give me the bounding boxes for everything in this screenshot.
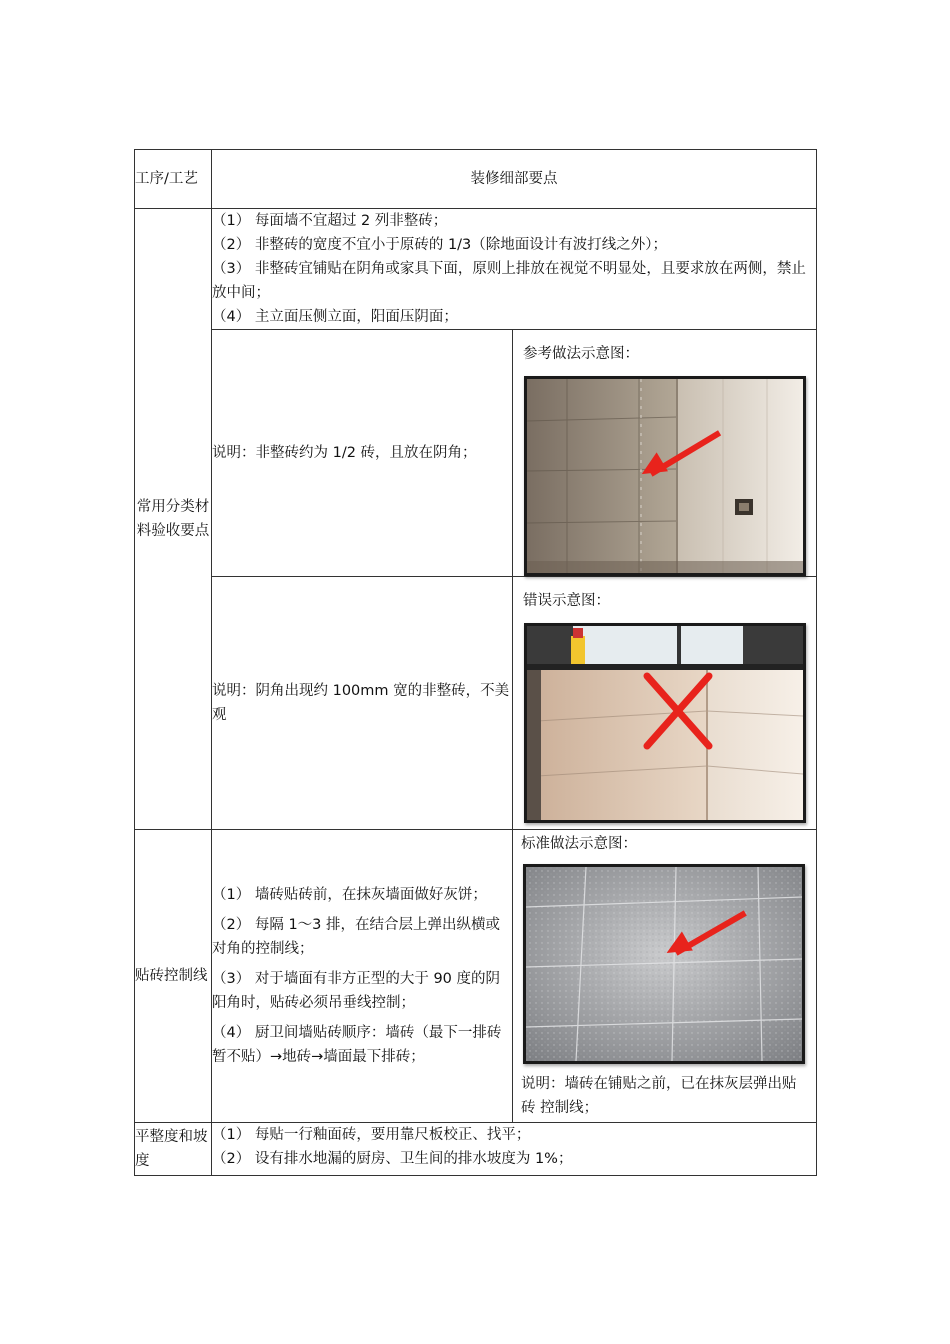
header-row <box>135 150 817 209</box>
correct-image-cell <box>513 330 817 577</box>
section3-rules-cell <box>212 1123 817 1176</box>
list-item: （1） 每面墙不宜超过 2 列非整砖； <box>212 213 448 229</box>
section1-category-cell <box>135 209 212 830</box>
list-item: （1） 每贴一行釉面砖，要用靠尺板校正、找平； <box>212 1127 531 1143</box>
section3-category-cell <box>135 1123 212 1176</box>
wrong-tile-illustration <box>527 626 803 820</box>
header-process-label: 工序/工艺 <box>135 171 198 187</box>
header-points-cell <box>212 150 817 209</box>
wrong-note: 说明：阴角出现约 100mm 宽的非整砖，不美观 <box>212 683 510 723</box>
list-item: （3） 对于墙面有非方正型的大于 90 度的阴阳角时，贴砖必须吊垂线控制； <box>212 971 501 1011</box>
section2-image-cell <box>513 830 817 1123</box>
section1-correct-row <box>135 330 817 577</box>
section1-rules-cell <box>212 209 817 330</box>
standard-example-photo <box>523 864 805 1064</box>
header-points-label: 装修细部要点 <box>470 171 558 187</box>
correct-tile-illustration <box>527 379 803 573</box>
section3-row <box>135 1123 817 1176</box>
section2-note: 说明：墙砖在铺贴之前，已在抹灰层弹出贴砖 控制线； <box>521 1076 797 1116</box>
list-item: （2） 每隔 1～3 排，在结合层上弹出纵横或对角的控制线； <box>212 917 501 957</box>
wrong-note-cell <box>212 577 513 830</box>
section1-rules-row <box>135 209 817 330</box>
section1-category-label: 常用分类材料验收要点 <box>136 499 210 539</box>
list-item: （2） 非整砖的宽度不宜小于原砖的 1/3（除地面设计有波打线之外）； <box>212 237 668 253</box>
list-item: （1） 墙砖贴砖前，在抹灰墙面做好灰饼； <box>212 887 487 903</box>
section3-category-label: 平整度和坡度 <box>135 1129 208 1169</box>
section2-caption: 标准做法示意图： <box>521 836 637 852</box>
section2-category-cell <box>135 830 212 1123</box>
section2-category-label: 贴砖控制线 <box>135 968 208 984</box>
header-process-cell <box>135 150 212 209</box>
section1-wrong-row <box>135 577 817 830</box>
spec-table <box>134 149 817 1176</box>
correct-note-cell <box>212 330 513 577</box>
correct-caption: 参考做法示意图： <box>523 346 639 362</box>
correct-note: 说明：非整砖约为 1/2 砖，且放在阴角； <box>212 445 477 461</box>
wrong-image-cell <box>513 577 817 830</box>
list-item: （2） 设有排水地漏的厨房、卫生间的排水坡度为 1%； <box>212 1151 573 1167</box>
control-line-illustration <box>526 867 802 1061</box>
list-item: （3） 非整砖宜铺贴在阴角或家具下面，原则上排放在视觉不明显处，且要求放在两侧，禁止放中间； <box>212 261 806 301</box>
list-item: （4） 主立面压侧立面，阳面压阴面； <box>212 309 458 325</box>
correct-example-photo <box>524 376 806 576</box>
section2-rules-cell <box>212 830 513 1123</box>
list-item: （4） 厨卫间墙贴砖顺序：墙砖（最下一排砖暂不贴）→地砖→墙面最下排砖； <box>212 1025 502 1065</box>
wrong-caption: 错误示意图： <box>523 593 610 609</box>
section2-row <box>135 830 817 1123</box>
wrong-example-photo <box>524 623 806 823</box>
